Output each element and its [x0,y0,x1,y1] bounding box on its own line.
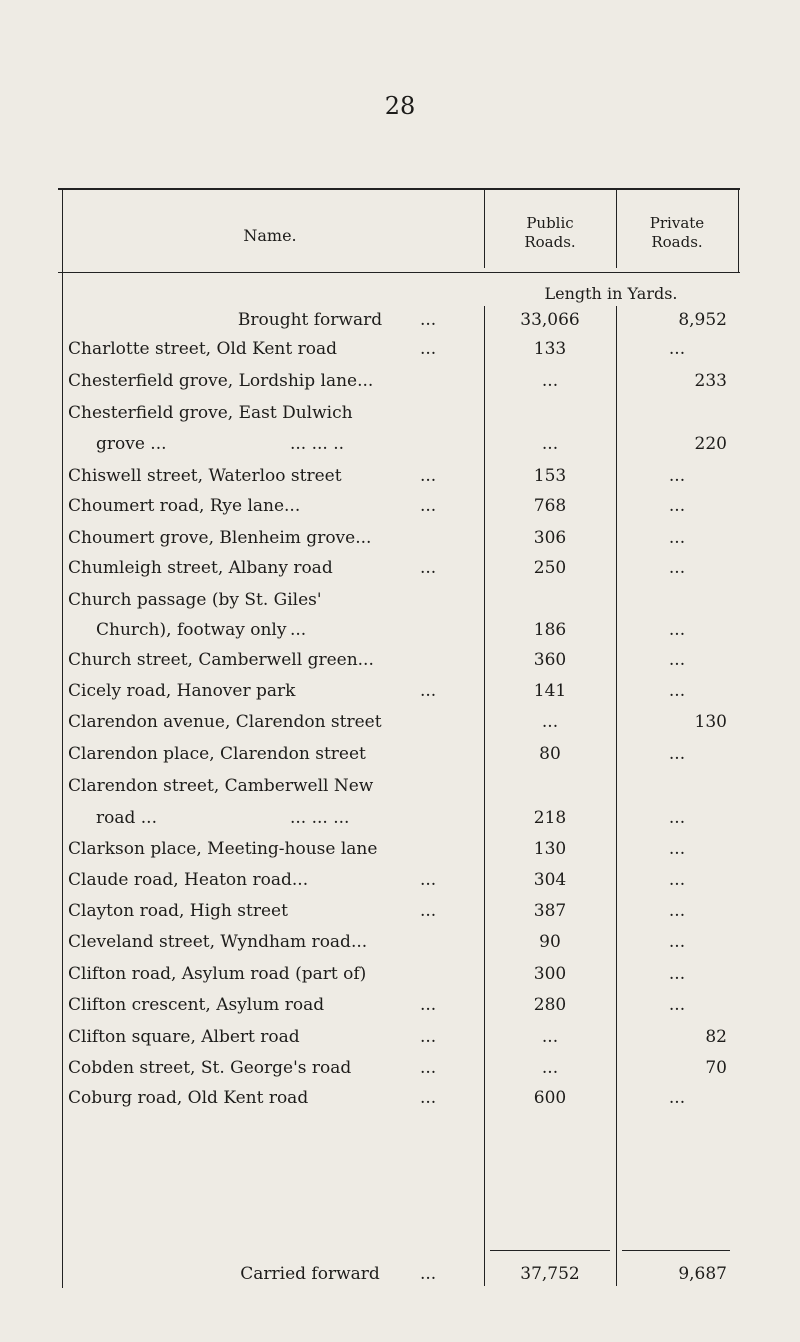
row-public-roads: 304 [533,870,567,890]
row-private-roads: 82 [705,1027,727,1047]
table-row [0,1088,800,1114]
row-private-roads: ... [668,620,686,640]
row-public-roads: 37,752 [520,1264,580,1284]
table-row [0,901,800,927]
row-name: Chesterfield grove, Lordship lane... [68,371,374,391]
table-row [0,620,800,646]
row-private-roads: ... [668,995,686,1015]
row-name: Clarkson place, Meeting-house lane [68,839,378,859]
table-row [0,744,800,770]
row-name: road ... [96,808,157,828]
row-name: Clifton road, Asylum road (part of) [68,964,367,984]
header-bottom-rule [58,272,740,273]
row-name: Brought forward [237,310,383,330]
row-name: Clifton square, Albert road [68,1027,300,1047]
row-name: Coburg road, Old Kent road [68,1088,309,1108]
row-name: Chesterfield grove, East Dulwich [68,403,353,423]
row-private-roads: ... [668,964,686,984]
row-name: Cleveland street, Wyndham road... [68,932,368,952]
row-leader-dots: ... [420,339,437,359]
public-header-line2: Roads. [524,233,576,251]
row-public-roads: 80 [539,744,561,764]
table-row [0,310,800,336]
table-row [0,1027,800,1053]
table-right-rule [738,188,739,272]
row-name: grove ... [96,434,167,454]
table-row [0,870,800,896]
row-private-roads: ... [668,466,686,486]
row-private-roads: ... [668,650,686,670]
row-private-roads: 9,687 [678,1264,727,1284]
row-name: Clarendon street, Camberwell New [68,776,374,796]
row-leader-dots: ... [420,1027,437,1047]
row-leader-dots: ... [420,558,437,578]
row-private-roads: ... [668,932,686,952]
table-row [0,712,800,738]
row-public-roads: 218 [533,808,567,828]
row-private-roads: 70 [705,1058,727,1078]
table-row [0,932,800,958]
table-row [0,371,800,397]
column-header-name: Name. [243,226,297,245]
row-public-roads: 186 [533,620,567,640]
row-public-roads: 300 [533,964,567,984]
table-top-rule [58,188,740,190]
row-private-roads: ... [668,744,686,764]
column-header-private-roads [617,214,737,252]
row-public-roads: 250 [533,558,567,578]
table-row [0,776,800,802]
public-header-line1: Public [526,214,574,232]
row-public-roads: 280 [533,995,567,1015]
row-private-roads: 233 [694,371,727,391]
row-private-roads: ... [668,901,686,921]
page-number: 28 [384,92,416,120]
row-name: Cicely road, Hanover park [68,681,296,701]
row-leader-dots: ... [420,496,437,516]
row-name: Clifton crescent, Asylum road [68,995,325,1015]
row-private-roads: ... [668,681,686,701]
table-row [0,403,800,429]
row-private-roads: ... [668,1088,686,1108]
row-name: Church passage (by St. Giles' [68,590,322,610]
row-name: Charlotte street, Old Kent road [68,339,337,359]
row-leader-dots: ... [420,681,437,701]
row-public-roads: 387 [533,901,567,921]
row-public-roads: ... [541,1027,559,1047]
row-public-roads: 600 [533,1088,567,1108]
row-public-roads: 33,066 [520,310,580,330]
table-row [0,339,800,365]
row-public-roads: ... [541,371,559,391]
row-public-roads: ... [541,1058,559,1078]
row-name: Cobden street, St. George's road [68,1058,352,1078]
row-name: Clarendon avenue, Clarendon street [68,712,382,732]
row-leader-dots: ... ... .. [290,434,345,454]
row-leader-dots: ... ... ... [290,808,350,828]
row-private-roads: ... [668,870,686,890]
table-row [0,650,800,676]
row-name: Clarendon place, Clarendon street [68,744,366,764]
row-public-roads: 768 [533,496,567,516]
row-public-roads: ... [541,712,559,732]
row-name: Chiswell street, Waterloo street [68,466,342,486]
row-leader-dots: ... [420,870,437,890]
row-public-roads: 90 [539,932,561,952]
table-row [0,964,800,990]
table-row [0,1264,800,1290]
row-leader-dots: ... [420,1264,437,1284]
table-row [0,808,800,834]
row-private-roads: ... [668,558,686,578]
row-name: Choumert road, Rye lane... [68,496,301,516]
row-name: Church street, Camberwell green... [68,650,374,670]
row-private-roads: 220 [694,434,727,454]
row-name: Church), footway only [96,620,287,640]
row-leader-dots: ... [420,901,437,921]
row-public-roads: 130 [533,839,567,859]
row-private-roads: ... [668,528,686,548]
row-name: Chumleigh street, Albany road [68,558,333,578]
row-leader-dots: ... [420,1058,437,1078]
row-public-roads: 133 [533,339,567,359]
table-row [0,590,800,616]
row-public-roads: 141 [533,681,567,701]
table-row [0,496,800,522]
row-leader-dots: ... [290,620,307,640]
row-private-roads: ... [668,339,686,359]
row-private-roads: ... [668,808,686,828]
row-name: Claude road, Heaton road... [68,870,309,890]
row-name: Clayton road, High street [68,901,288,921]
row-public-roads: ... [541,434,559,454]
row-leader-dots: ... [420,1088,437,1108]
table-row [0,528,800,554]
table-row [0,434,800,460]
row-private-roads: ... [668,839,686,859]
private-header-line1: Private [649,214,705,232]
row-public-roads: 306 [533,528,567,548]
table-row [0,1058,800,1084]
row-name: Choumert grove, Blenheim grove... [68,528,372,548]
row-public-roads: 360 [533,650,567,670]
total-rule-private [622,1250,730,1251]
table-row [0,681,800,707]
row-leader-dots: ... [420,310,437,330]
total-rule-public [490,1250,610,1251]
units-caption: Length in Yards. [544,284,678,303]
row-private-roads: 8,952 [678,310,727,330]
row-leader-dots: ... [420,995,437,1015]
table-row [0,839,800,865]
row-public-roads: 153 [533,466,567,486]
table-row [0,466,800,492]
row-name: Carried forward [240,1264,380,1284]
column-header-public-roads [485,214,615,252]
row-private-roads: 130 [694,712,727,732]
table-row [0,995,800,1021]
row-leader-dots: ... [420,466,437,486]
table-row [0,558,800,584]
private-header-line2: Roads. [651,233,703,251]
row-private-roads: ... [668,496,686,516]
